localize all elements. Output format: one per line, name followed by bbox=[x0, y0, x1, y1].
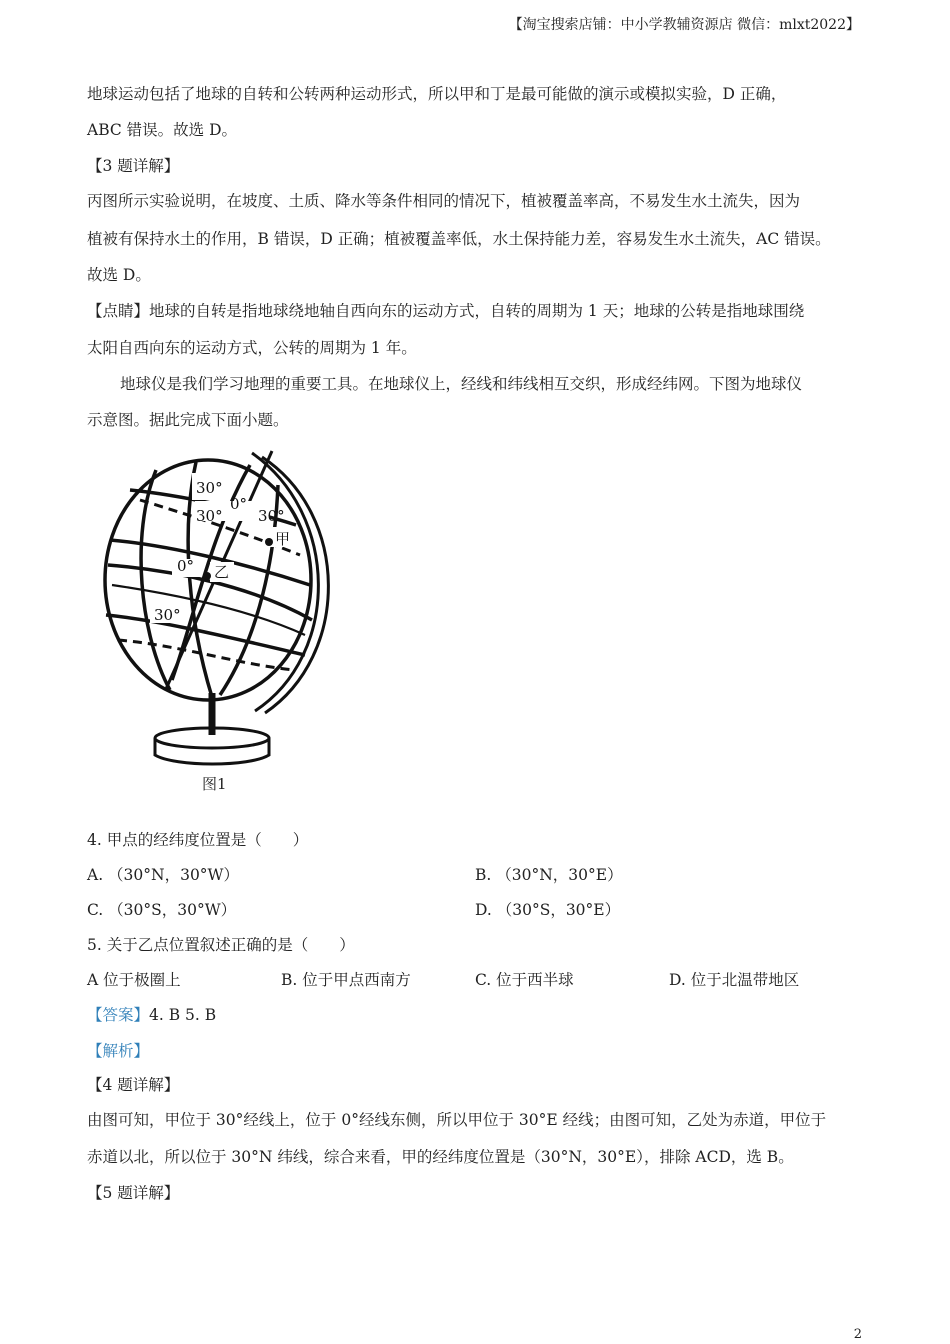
prev-explanation-line-1: 地球运动包括了地球的自转和公转两种运动形式，所以甲和丁是最可能做的演示或模拟实验，D 正确， bbox=[87, 85, 787, 103]
q3-detail-heading: 【3 题详解】 bbox=[87, 157, 180, 175]
label-lat30-top: 30° bbox=[196, 479, 223, 497]
label-lon0: 0° bbox=[230, 495, 248, 513]
page-header: 【淘宝搜索店铺：中小学教辅资源店 微信：mlxt2022】 bbox=[508, 17, 860, 33]
q4-option-d[interactable]: D. （30°S，30°E） bbox=[475, 901, 621, 919]
globe-figure bbox=[100, 445, 340, 770]
label-lat0: 0° bbox=[177, 557, 195, 575]
lat-30s-dashed bbox=[118, 640, 295, 670]
q4-detail-line-2: 赤道以北，所以位于 30°N 纬线，综合来看，甲的经纬度位置是（30°N，30°E），排除 ACD，选 B。 bbox=[87, 1148, 794, 1166]
q5-stem: 5. 关于乙点位置叙述正确的是（ ） bbox=[87, 936, 355, 954]
page-number: 2 bbox=[853, 1327, 862, 1342]
tip-line-2: 太阳自西向东的运动方式，公转的周期为 1 年。 bbox=[87, 339, 417, 357]
label-point-yi: 乙 bbox=[214, 563, 230, 581]
figure-caption: 图1 bbox=[202, 775, 227, 793]
answer-label: 【答案】 bbox=[87, 1006, 150, 1024]
label-lat30-mid: 30° bbox=[196, 507, 223, 525]
analysis-label: 【解析】 bbox=[87, 1042, 150, 1060]
meridian-ring-inner bbox=[252, 453, 318, 711]
q5-option-a[interactable]: A 位于极圈上 bbox=[87, 971, 181, 989]
q4-stem: 4. 甲点的经纬度位置是（ ） bbox=[87, 831, 309, 849]
parallel-line bbox=[106, 615, 305, 655]
answer-text: 4. B 5. B bbox=[149, 1006, 217, 1024]
label-point-jia: 甲 bbox=[275, 530, 291, 548]
label-lon30: 30° bbox=[258, 507, 285, 525]
q3-detail-line-2: 植被有保持水土的作用，B 错误，D 正确；植被覆盖率低，水土保持能力差，容易发生水土流失，AC 错误。 bbox=[87, 230, 831, 248]
q4-detail-line-1: 由图可知，甲位于 30°经线上，位于 0°经线东侧，所以甲位于 30°E 经线；由图可知，乙处为赤道，甲位于 bbox=[87, 1111, 827, 1129]
stand-base-side bbox=[155, 738, 269, 764]
q4-option-b[interactable]: B. （30°N，30°E） bbox=[475, 866, 623, 884]
intro-line-2: 示意图。据此完成下面小题。 bbox=[87, 411, 289, 429]
answer-row bbox=[87, 1003, 216, 1025]
tip-line-1: 【点睛】地球的自转是指地球绕地轴自西向东的运动方式，自转的周期为 1 天；地球的公转是指地球围绕 bbox=[87, 302, 805, 320]
q5-option-d[interactable]: D. 位于北温带地区 bbox=[669, 971, 800, 989]
q3-detail-line-3: 故选 D。 bbox=[87, 266, 151, 284]
prev-explanation-line-2: ABC 错误。故选 D。 bbox=[87, 121, 238, 139]
q5-detail-heading: 【5 题详解】 bbox=[87, 1184, 180, 1202]
q5-option-c[interactable]: C. 位于西半球 bbox=[475, 971, 574, 989]
intro-line-1: 地球仪是我们学习地理的重要工具。在地球仪上，经线和纬线相互交织，形成经纬网。下图为地球仪 bbox=[120, 375, 803, 393]
point-yi-marker bbox=[203, 572, 211, 580]
label-lat30-bottom: 30° bbox=[154, 606, 181, 624]
q4-detail-heading: 【4 题详解】 bbox=[87, 1076, 180, 1094]
q4-option-c[interactable]: C. （30°S，30°W） bbox=[87, 901, 237, 919]
q4-option-a[interactable]: A. （30°N，30°W） bbox=[87, 866, 239, 884]
q3-detail-line-1: 丙图所示实验说明，在坡度、土质、降水等条件相同的情况下，植被覆盖率高，不易发生水土流失，因为 bbox=[87, 192, 801, 210]
point-jia-marker bbox=[265, 538, 273, 546]
q5-option-b[interactable]: B. 位于甲点西南方 bbox=[281, 971, 411, 989]
